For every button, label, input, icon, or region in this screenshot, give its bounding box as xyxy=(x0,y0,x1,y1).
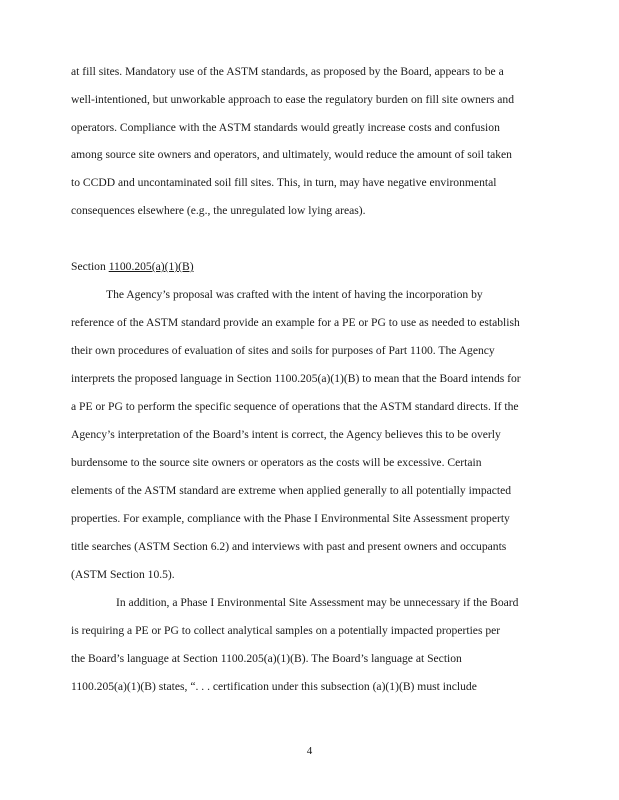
paragraph-2-line: their own procedures of evaluation of sites and soils for purposes of Part 1100. The Agency xyxy=(71,344,495,357)
paragraph-2-line: properties. For example, compliance with the Phase I Environmental Site Assessment property xyxy=(71,512,510,525)
paragraph-2-line: (ASTM Section 10.5). xyxy=(71,568,175,581)
paragraph-1-line: operators. Compliance with the ASTM standards would greatly increase costs and confusion xyxy=(71,121,500,134)
paragraph-1-line: among source site owners and operators, and ultimately, would reduce the amount of soil taken xyxy=(71,148,512,161)
paragraph-2-line: title searches (ASTM Section 6.2) and interviews with past and present owners and occupants xyxy=(71,540,507,553)
paragraph-1-line: at fill sites. Mandatory use of the ASTM standards, as proposed by the Board, appears to be a xyxy=(71,65,504,78)
paragraph-2-line: The Agency’s proposal was crafted with the intent of having the incorporation by xyxy=(106,288,483,301)
section-heading-number: 1100.205(a)(1)(B) xyxy=(108,260,194,273)
paragraph-1-line: to CCDD and uncontaminated soil fill sites. This, in turn, may have negative environmental xyxy=(71,176,497,189)
paragraph-2-line: Agency’s interpretation of the Board’s intent is correct, the Agency believes this to be overly xyxy=(71,428,501,441)
paragraph-3-line: 1100.205(a)(1)(B) states, “. . . certification under this subsection (a)(1)(B) must include xyxy=(71,680,477,693)
paragraph-3-line: In addition, a Phase I Environmental Site Assessment may be unnecessary if the Board xyxy=(116,596,519,609)
paragraph-2-line: reference of the ASTM standard provide an example for a PE or PG to use as needed to establish xyxy=(71,316,520,329)
paragraph-2-line: a PE or PG to perform the specific sequence of operations that the ASTM standard directs. If the xyxy=(71,400,519,413)
section-heading-prefix: Section xyxy=(71,260,109,273)
paragraph-2-line: elements of the ASTM standard are extreme when applied generally to all potentially impacted xyxy=(71,484,512,497)
paragraph-3-line: is requiring a PE or PG to collect analytical samples on a potentially impacted properties per xyxy=(71,624,501,637)
paragraph-1-line: well-intentioned, but unworkable approach to ease the regulatory burden on fill site owners and xyxy=(71,93,515,106)
page-number: 4 xyxy=(306,745,313,757)
paragraph-2-line: interprets the proposed language in Section 1100.205(a)(1)(B) to mean that the Board intends for xyxy=(71,372,521,385)
paragraph-3-line: the Board’s language at Section 1100.205(a)(1)(B). The Board’s language at Section xyxy=(71,652,462,665)
paragraph-1-line: consequences elsewhere (e.g., the unregulated low lying areas). xyxy=(71,204,366,217)
paragraph-2-line: burdensome to the source site owners or operators as the costs will be excessive. Certain xyxy=(71,456,482,469)
section-heading xyxy=(71,261,194,273)
